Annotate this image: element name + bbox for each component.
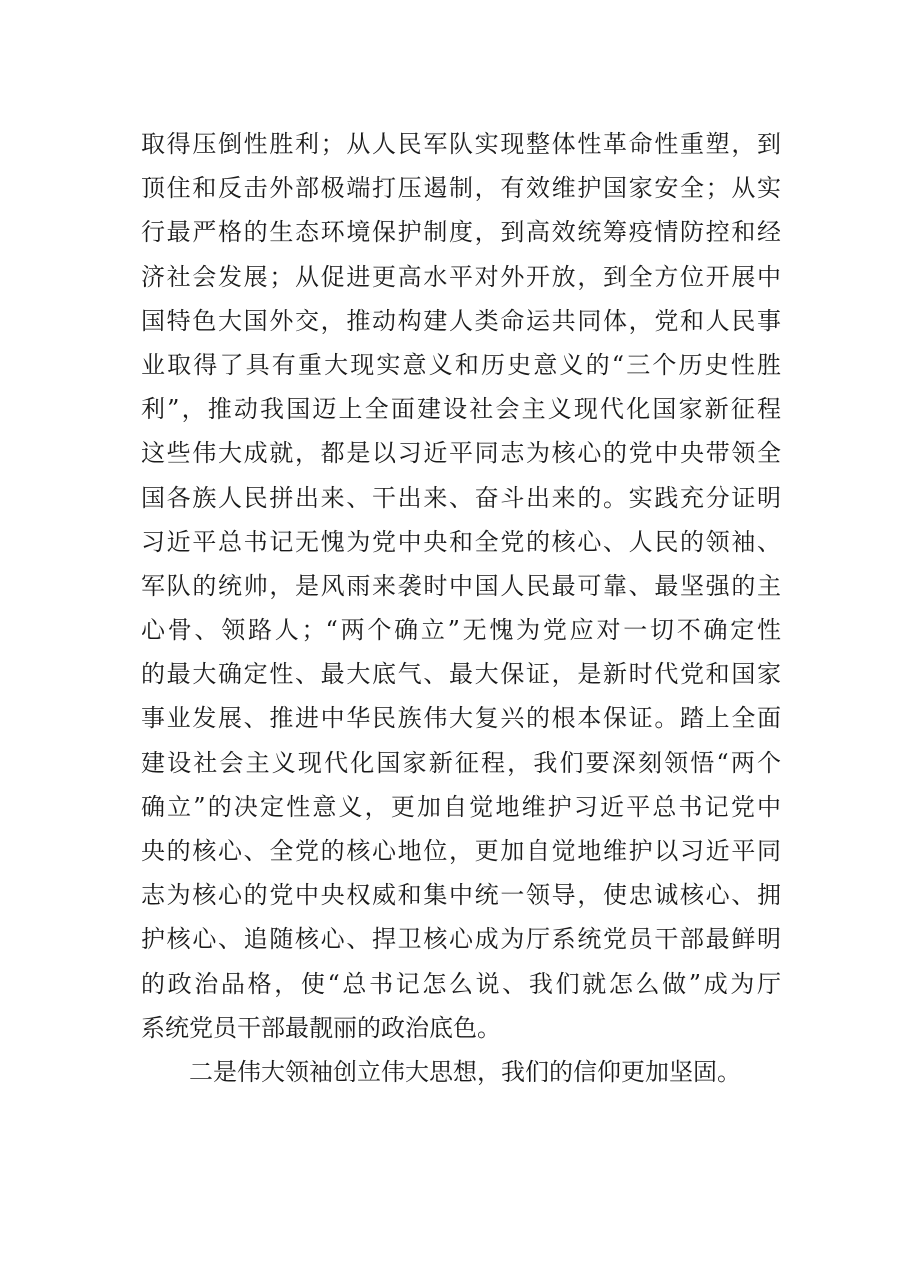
text-line: 济社会发展；从促进更高水平对外开放，到全方位开展中 bbox=[141, 262, 781, 291]
text-line: 国各族人民拼出来、干出来、奋斗出来的。实践充分证明 bbox=[141, 483, 781, 512]
paragraph-end-line: 系统党员干部最靓丽的政治底色。 bbox=[141, 1013, 501, 1042]
section-heading-line: 二是伟大领袖创立伟大思想，我们的信仰更加坚固。 bbox=[189, 1057, 741, 1086]
text-line: 业取得了具有重大现实意义和历史意义的“三个历史性胜 bbox=[141, 350, 781, 379]
text-line: 的政治品格，使“总书记怎么说、我们就怎么做”成为厅 bbox=[141, 969, 781, 998]
text-line: 确立”的决定性意义，更加自觉地维护习近平总书记党中 bbox=[141, 792, 781, 821]
text-line: 习近平总书记无愧为党中央和全党的核心、人民的领袖、 bbox=[141, 527, 781, 556]
text-line: 护核心、追随核心、捍卫核心成为厅系统党员干部最鲜明 bbox=[141, 925, 781, 954]
text-line: 国特色大国外交，推动构建人类命运共同体，党和人民事 bbox=[141, 306, 781, 335]
text-line: 的最大确定性、最大底气、最大保证，是新时代党和国家 bbox=[141, 660, 781, 689]
text-line: 建设社会主义现代化国家新征程，我们要深刻领悟“两个 bbox=[141, 748, 781, 777]
text-line: 取得压倒性胜利；从人民军队实现整体性革命性重塑，到 bbox=[141, 130, 781, 158]
text-line: 军队的统帅，是风雨来袭时中国人民最可靠、最坚强的主 bbox=[141, 571, 781, 600]
text-line: 央的核心、全党的核心地位，更加自觉地维护以习近平同 bbox=[141, 837, 781, 865]
text-line: 心骨、领路人；“两个确立”无愧为党应对一切不确定性 bbox=[141, 616, 781, 645]
body-text bbox=[141, 122, 781, 1094]
text-line: 行最严格的生态环境保护制度，到高效统筹疫情防控和经 bbox=[141, 218, 781, 247]
text-line: 这些伟大成就，都是以习近平同志为核心的党中央带领全 bbox=[141, 439, 781, 468]
text-line: 顶住和反击外部极端打压遏制，有效维护国家安全；从实 bbox=[141, 174, 781, 203]
text-line: 利”，推动我国迈上全面建设社会主义现代化国家新征程 bbox=[141, 395, 781, 424]
text-line: 事业发展、推进中华民族伟大复兴的根本保证。踏上全面 bbox=[141, 704, 781, 733]
text-line: 志为核心的党中央权威和集中统一领导，使忠诚核心、拥 bbox=[141, 881, 781, 910]
